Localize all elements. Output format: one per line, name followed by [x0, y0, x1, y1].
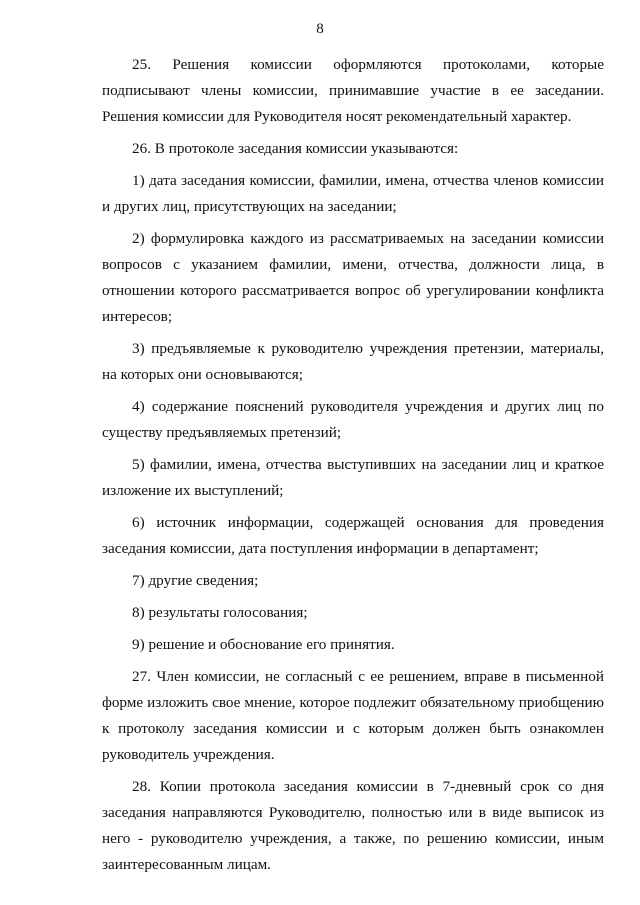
- list-item-2: 2) формулировка каждого из рассматриваемых на заседании комиссии вопросов с указанием фамилии, имени, отчества, должности лица, в отношении которого рассматривается вопрос об урегулировании конфликта интересов;: [102, 230, 604, 325]
- document-body: [102, 52, 604, 884]
- list-item-5: 5) фамилии, имена, отчества выступивших на заседании лиц и краткое изложение их выступлений;: [102, 456, 604, 499]
- list-item-3: 3) предъявляемые к руководителю учреждения претензии, материалы, на которых они основываются;: [102, 340, 604, 383]
- paragraph-25: 25. Решения комиссии оформляются протоколами, которые подписывают члены комиссии, принимавшие участие в ее заседании. Решения комиссии для Руководителя носят рекомендательный характер.: [102, 56, 604, 125]
- list-item-4: 4) содержание пояснений руководителя учреждения и других лиц по существу предъявляемых претензий;: [102, 398, 604, 441]
- paragraph-26: 26. В протоколе заседания комиссии указываются:: [132, 140, 459, 157]
- paragraph-27: 27. Член комиссии, не согласный с ее решением, вправе в письменной форме изложить свое мнение, которое подлежит обязательному приобщению к протоколу заседания комиссии и с которым должен быть ознакомлен руководитель учреждения.: [102, 668, 604, 763]
- list-item-1: 1) дата заседания комиссии, фамилии, имена, отчества членов комиссии и других лиц, присутствующих на заседании;: [102, 172, 604, 215]
- list-item-9: 9) решение и обоснование его принятия.: [132, 636, 395, 653]
- paragraph-28: 28. Копии протокола заседания комиссии в 7-дневный срок со дня заседания направляются Руководителю, полностью или в виде выписок из него - руководителю учреждения, а также, по решению комиссии, иным заинтересованным лицам.: [102, 778, 604, 873]
- list-item-7: 7) другие сведения;: [132, 572, 259, 589]
- list-item-8: 8) результаты голосования;: [132, 604, 308, 621]
- page-number: 8: [316, 21, 324, 37]
- list-item-6: 6) источник информации, содержащей основания для проведения заседания комиссии, дата поступления информации в департамент;: [102, 514, 604, 557]
